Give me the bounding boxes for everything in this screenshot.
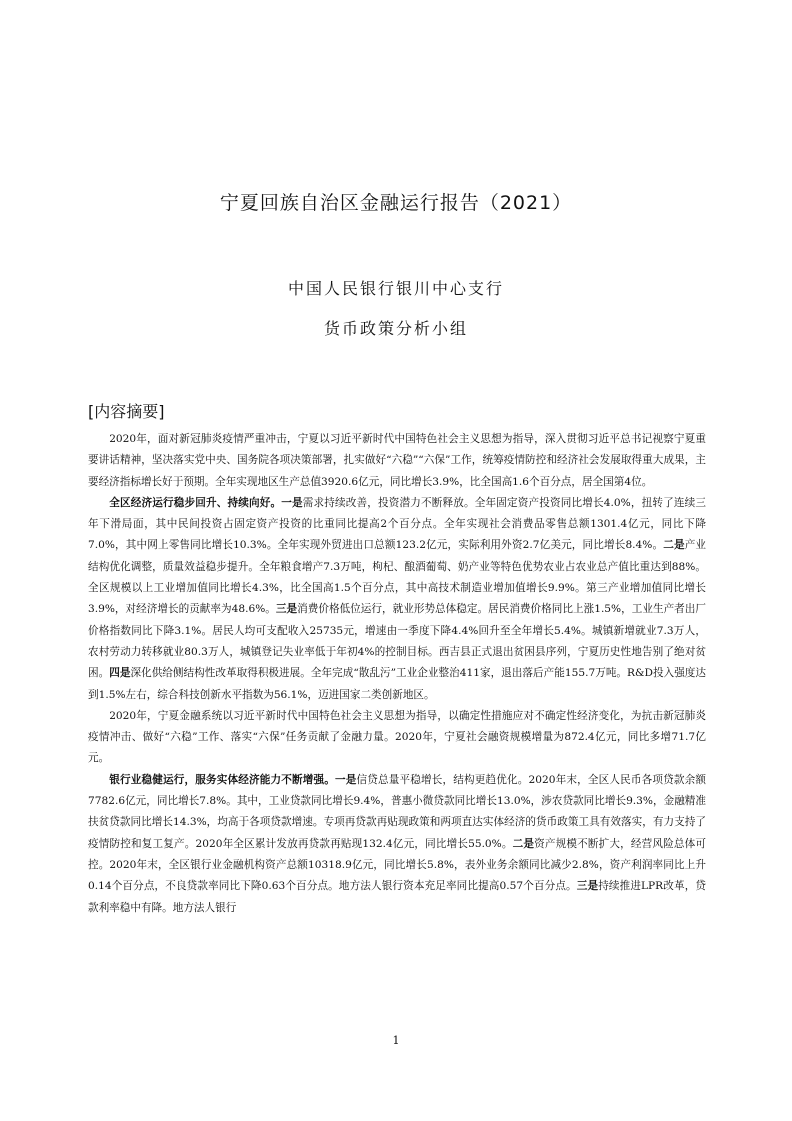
paragraph-run-bold: 三是 [576,880,599,893]
paragraph-run: 2020年，面对新冠肺炎疫情严重冲击，宁夏以习近平新时代中国特色社会主义思想为指导，深入贯彻习近平总书记视察宁夏重要讲话精神，坚决落实党中央、国务院各项决策部署，扎实做好“六稳”“六保”工作，统筹疫情防控和经济社会发展取得重大成果，主要经济指标增长好于预期。全年实现地区生产总值3920.6亿元，同比增长3.9%，比全国高1.6个百分点，居全国第4位。 [88,433,706,488]
paragraph-run: 持续推进LPR改革，贷款利率稳中有降。地方法人银行 [88,880,706,914]
paragraph-run: 资产规模不断扩大，经营风险总体可控。2020年末，全区银行业金融机构资产总额10318.9亿元，同比增长5.8%，表外业务余额同比减少2.8%，资产利润率同比上升0.14个百分点，不良贷款率同比下降0.63个百分点。地方法人银行资本充足率同比提高0.57个百分点。 [88,837,706,893]
paragraph-run: 消费价格低位运行，就业形势总体稳定。居民消费价格同比上涨1.5%，工业生产者出厂价格指数同比下降3.1%。居民人均可支配收入25735元，增速由一季度下降4.4%回升至全年增长5.4%。城镇新增就业7.3万人，农村劳动力转移就业80.3万人，城镇登记失业率低于年初4%的控制目标。西吉县正式退出贫困县序列，宁夏历史性地告别了绝对贫困。 [88,603,706,680]
abstract-body [88,429,706,919]
paragraph-1 [88,429,706,493]
author-organization: 中国人民银行银川中心支行 [287,279,504,298]
abstract-heading: [内容摘要] [88,402,165,421]
paragraph-run: 产业结构优化调整，质量效益稳步提升。全年粮食增产7.3万吨，枸杞、酿酒葡萄、奶产业等特色优势农业占农业总产值比重达到88%。全区规模以上工业增加值同比增长4.3%，比全国高1.5个百分点，其中高技术制造业增加值增长9.9%。第三产业增加值同比增长3.9%，对经济增长的贡献率为48.6%。 [88,539,707,616]
paragraph-run: 2020年，宁夏金融系统以习近平新时代中国特色社会主义思想为指导，以确定性措施应对不确定性经济变化，为抗击新冠肺炎疫情冲击、做好“六稳”工作、落实“六保”任务贡献了金融力量。2020年，宁夏社会融资规模增量为872.4亿元，同比多增71.7亿元。 [88,709,706,765]
paragraph-2 [88,493,706,706]
paragraph-run: 需求持续改善，投资潜力不断释放。全年固定资产投资同比增长4.0%，扭转了连续三年下滑局面，其中民间投资占固定资产投资的比重同比提高2个百分点。全年实现社会消费品零售总额1301.4亿元，同比下降7.0%，其中网上零售同比增长10.3%。全年实现外贸进出口总额123.2亿元，实际利用外资2.7亿美元，同比增长8.4%。 [88,496,706,552]
paragraph-4 [88,770,706,919]
paragraph-run-bold: 二是 [512,837,535,850]
paragraph-run-bold: 四是 [109,667,131,680]
author-group: 货币政策分析小组 [323,319,468,338]
paragraph-run-bold: 三是 [275,603,298,616]
page-number: 1 [392,1034,400,1047]
paragraph-run: 深化供给侧结构性改革取得积极进展。全年完成“散乱污”工业企业整治411家，退出落后产能155.7万吨。R&D投入强度达到1.5%左右，综合科技创新水平指数为56.1%，迈进国家二类创新地区。 [88,667,707,701]
paragraph-3 [88,706,706,770]
report-title: 宁夏回族自治区金融运行报告（2021） [219,192,573,214]
paragraph-run-bold: 二是 [663,539,685,552]
paragraph-run-bold: 银行业稳健运行，服务实体经济能力不断增强。一是 [109,773,357,786]
paragraph-run: 信贷总量平稳增长，结构更趋优化。2020年末，全区人民币各项贷款余额7782.6亿元，同比增长7.8%。其中，工业贷款同比增长9.4%，普惠小微贷款同比增长13.0%，涉农贷款同比增长9.3%，金融精准扶贫贷款同比增长14.3%，均高于各项贷款增速。专项再贷款再贴现政策和两项直达实体经济的货币政策工具有效落实，有力支持了疫情防控和复工复产。2020年全区累计发放再贷款再贴现132.4亿元，同比增长55.0%。 [88,773,706,850]
paragraph-run-bold: 全区经济运行稳步回升、持续向好。一是 [109,496,303,509]
